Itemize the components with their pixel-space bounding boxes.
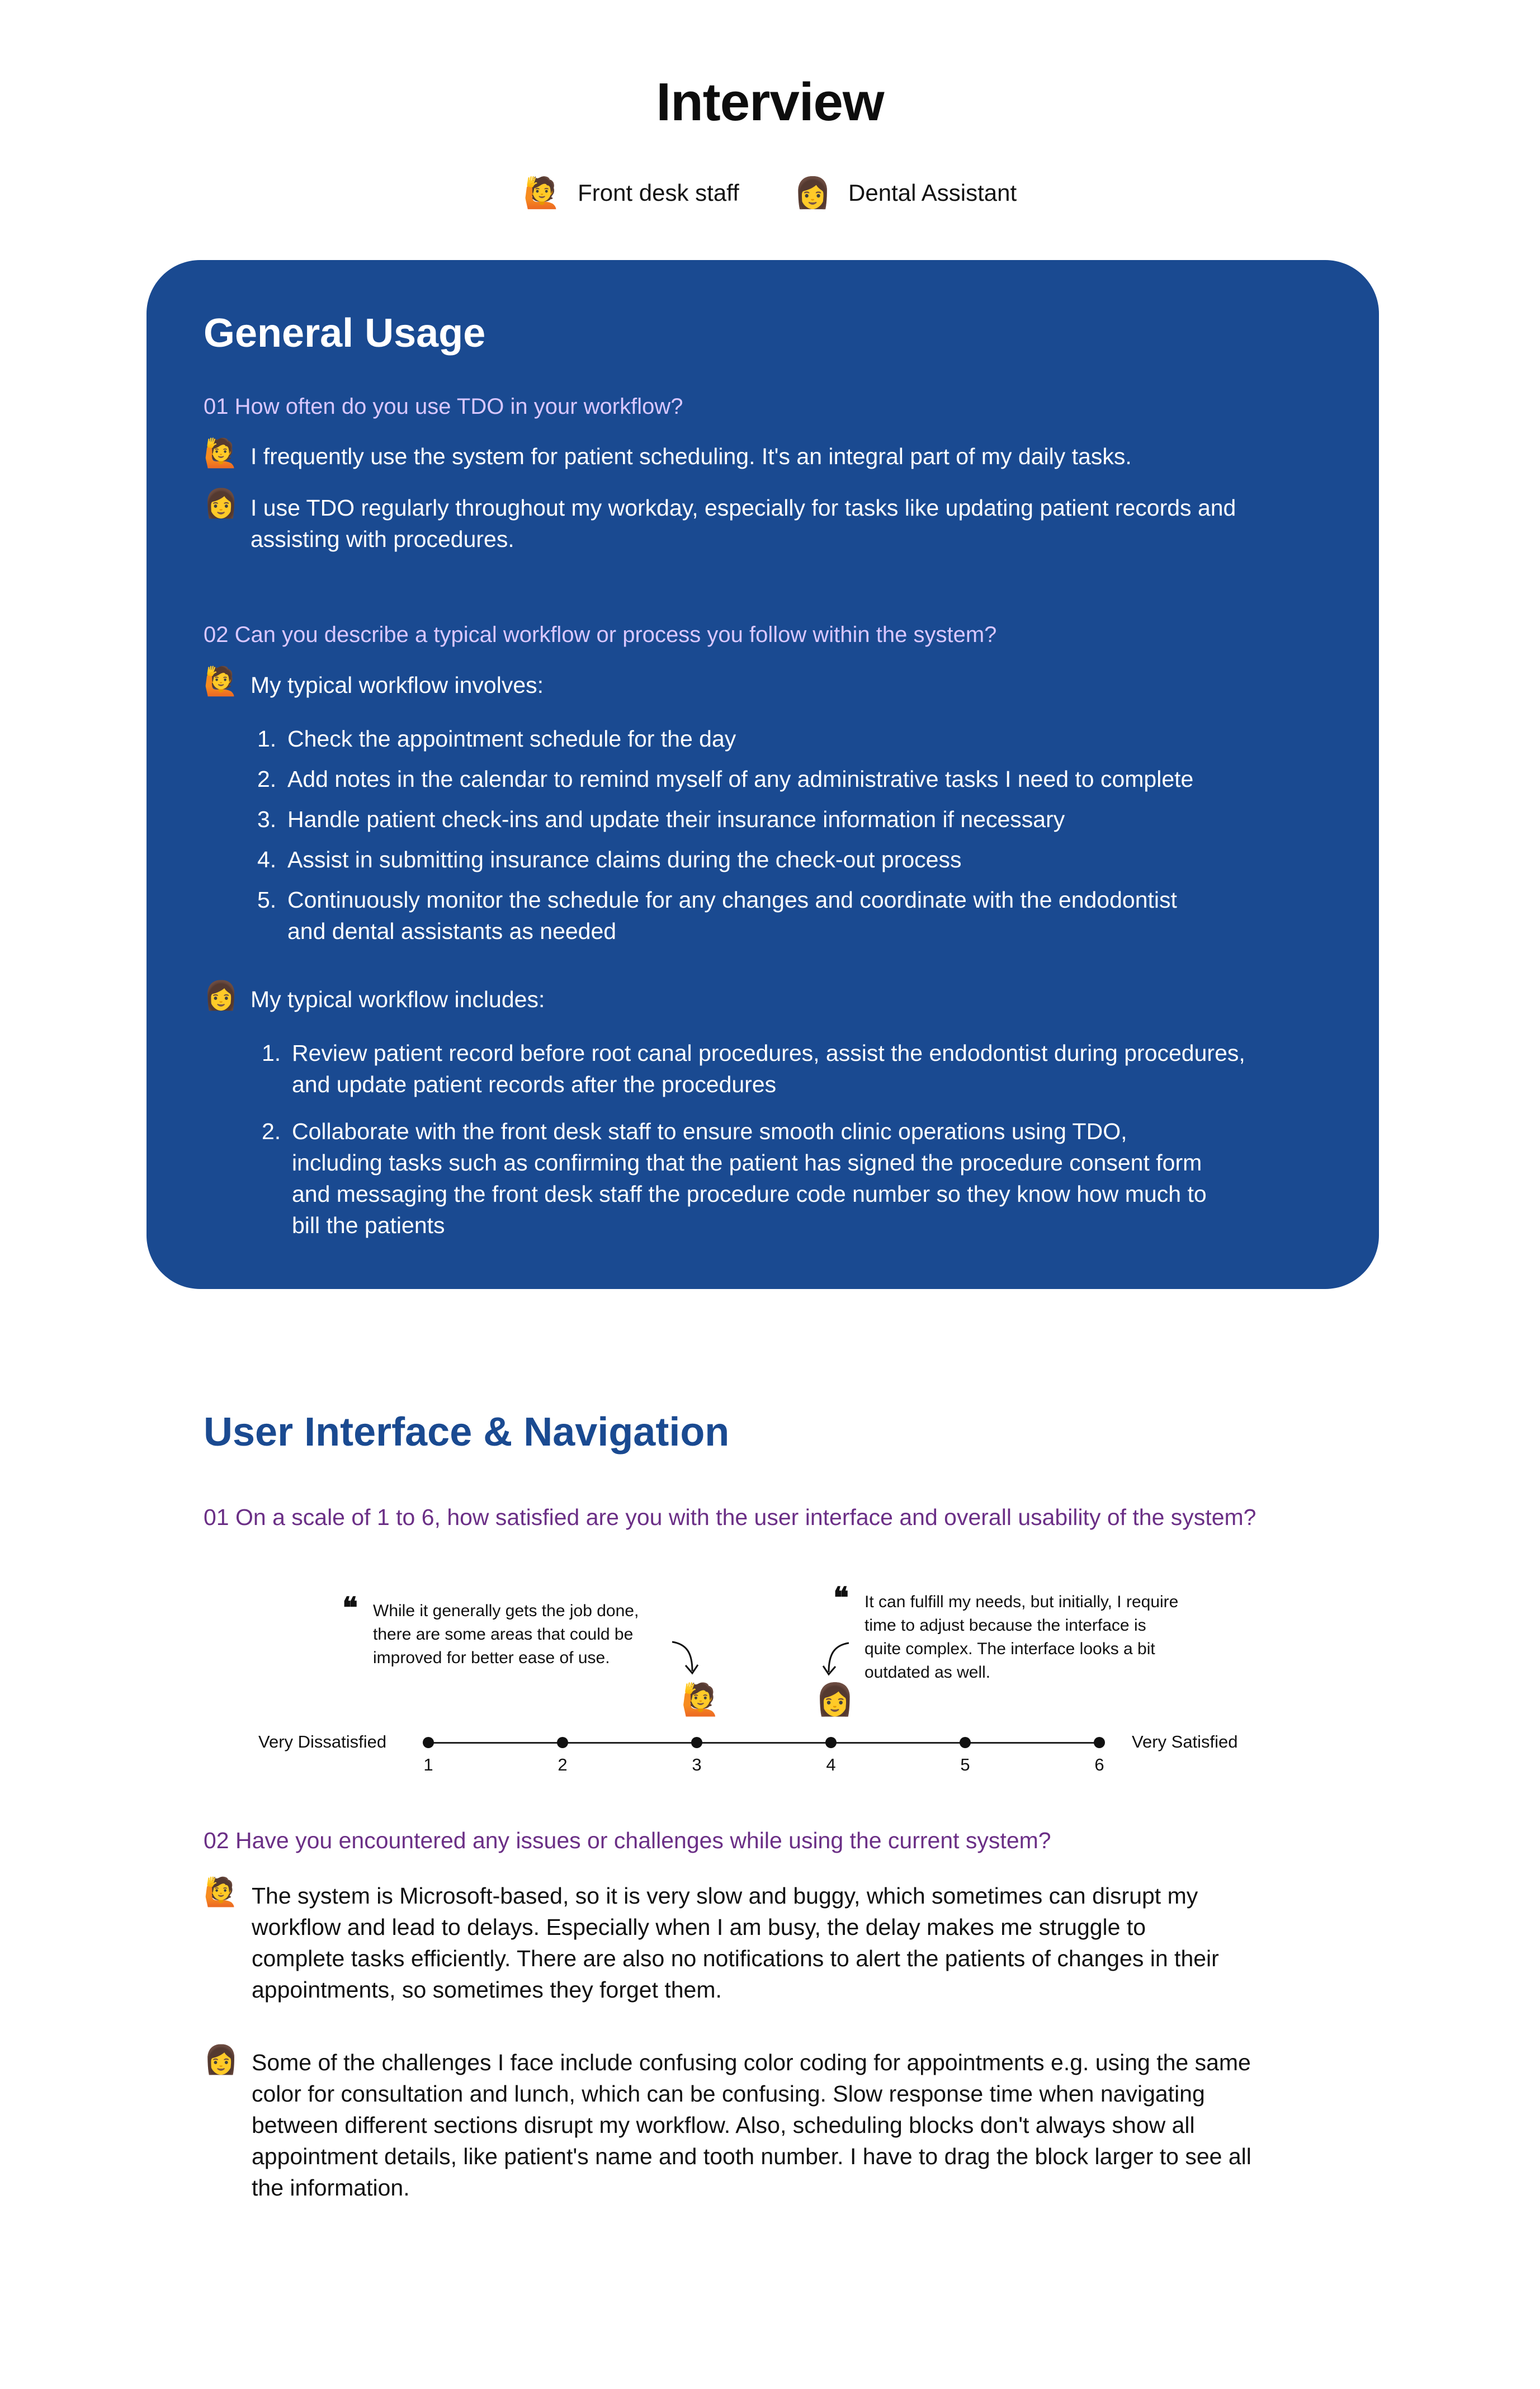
quote-icon: ❝ [342, 1591, 358, 1625]
general-usage-card [147, 260, 1379, 1289]
question: 02 Have you encountered any issues or challenges while using the current system? [204, 1828, 1051, 1853]
dental-assistant-icon: 👩 [204, 487, 239, 520]
quote-icon: ❝ [833, 1581, 849, 1615]
dental-assistant-rating-marker: 👩 [815, 1682, 854, 1718]
scale-tick-label: 5 [960, 1755, 970, 1774]
question: 01 On a scale of 1 to 6, how satisfied are you with the user interface and overall usability of the system? [204, 1504, 1256, 1530]
dental-assistant-icon: 👩 [204, 2043, 239, 2076]
page-title: Interview [656, 72, 884, 132]
dental-assistant-icon: 👩 [204, 979, 239, 1012]
question: 02 Can you describe a typical workflow or process you follow within the system? [204, 622, 997, 647]
answer-dental-assistant: I use TDO regularly throughout my workday, especially for tasks like updating patient records and assisting with procedures. [251, 495, 1236, 552]
question: 01 How often do you use TDO in your workflow? [204, 394, 683, 419]
dental-assistant-quote: It can fulfill my needs, but initially, I require time to adjust because the interface is quite complex. The interface looks a bit outdated as well. [865, 1593, 1179, 1682]
scale-tick-dot [1094, 1737, 1105, 1748]
scale-min-label: Very Dissatisfied [258, 1732, 387, 1751]
persona-legend [0, 175, 1540, 210]
scale-tick-dot [423, 1737, 434, 1748]
scale-tick-label: 2 [558, 1755, 568, 1774]
front-desk-staff-icon: 🙋 [204, 665, 239, 697]
scale-tick-dot [960, 1737, 971, 1748]
dental-assistant-workflow-list: 1. Review patient record before root canal procedures, assist the endodontist during procedures, and update patient records after the procedures 2. Collaborate with the front desk staff to ensure smooth clinic operations using TDO, including tasks such as confirming that the patient has signed the procedure consent form and messaging the front desk staff the procedure code number so they know how much to bill the patients [262, 1040, 1245, 1238]
legend-front-desk [523, 175, 739, 210]
legend-label: Front desk staff [578, 180, 739, 206]
section-title: General Usage [204, 311, 486, 356]
front-desk-staff-icon: 🙋 [204, 437, 239, 469]
scale-line [428, 1742, 1099, 1744]
front-desk-staff-icon: 🙋 [523, 175, 561, 210]
arrow-down-icon [669, 1639, 702, 1679]
front-desk-rating-marker: 🙋 [681, 1682, 720, 1718]
scale-tick-dot [825, 1737, 837, 1748]
dental-assistant-icon: 👩 [793, 175, 832, 210]
scale-max-label: Very Satisfied [1132, 1732, 1238, 1751]
answer-intro: My typical workflow involves: [251, 672, 544, 698]
answer-intro: My typical workflow includes: [251, 986, 545, 1012]
answer-dental-assistant: Some of the challenges I face include confusing color coding for appointments e.g. using the same color for consultation and lunch, which can be confusing. Slow response time when navigating between different sections disrupt my workflow. Also, scheduling blocks don't always show all appointment details, like patient's name and tooth number. I have to drag the block larger to see all the information. [252, 2050, 1251, 2201]
front-desk-staff-icon: 🙋 [204, 1876, 239, 1908]
section-title: User Interface & Navigation [204, 1410, 730, 1455]
front-desk-quote: While it generally gets the job done, there are some areas that could be improved for better ease of use. [373, 1602, 639, 1667]
legend-label: Dental Assistant [848, 180, 1017, 206]
scale-tick-label: 3 [692, 1755, 702, 1774]
scale-tick-label: 1 [423, 1755, 433, 1774]
front-desk-workflow-list: 1. Check the appointment schedule for the day 2. Add notes in the calendar to remind myself of any administrative tasks I need to complete 3. Handle patient check-ins and update their insurance information if necessary 4. Assist in submitting insurance claims during the check-out process 5. Continuously monitor the schedule for any changes and coordinate with the endodontist and dental assistants as needed [257, 726, 1194, 944]
scale-tick-dot [557, 1737, 568, 1748]
answer-front-desk: I frequently use the system for patient scheduling. It's an integral part of my daily tasks. [251, 443, 1132, 469]
scale-tick-dot [691, 1737, 702, 1748]
answer-front-desk: The system is Microsoft-based, so it is very slow and buggy, which sometimes can disrupt my workflow and lead to delays. Especially when I am busy, the delay makes me struggle to complete tasks efficiently. There are also no notifications to alert the patients of changes in their appointments, so sometimes they forget them. [252, 1883, 1219, 2003]
arrow-down-icon [819, 1640, 852, 1680]
legend-dental-assistant [793, 175, 1017, 210]
scale-tick-label: 4 [826, 1755, 836, 1774]
scale-tick-label: 6 [1094, 1755, 1104, 1774]
